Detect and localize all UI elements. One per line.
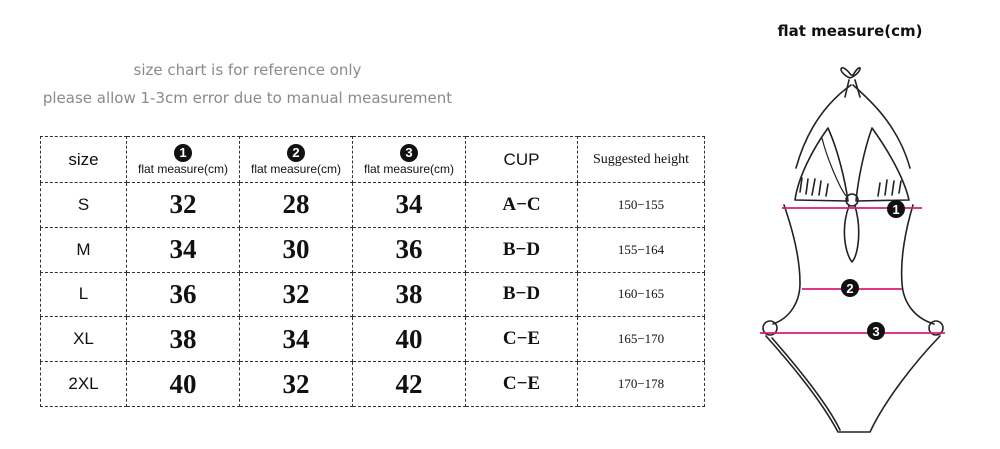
cell-height: 150−155 [578,183,705,228]
keyhole-drop [844,206,858,262]
cell-measure-2: 28 [240,183,353,228]
measure-3-label: flat measure(cm) [363,161,455,176]
body-right-side [902,205,934,324]
header-measure-2 [240,137,353,183]
header-measure-3 [353,137,466,183]
cell-size: 2XL [41,362,127,407]
cell-measure-2: 34 [240,317,353,362]
marker-2 [841,279,859,297]
cell-cup: A−C [466,183,578,228]
cell-measure-1: 32 [127,183,240,228]
bottom-panel [766,336,940,432]
cell-cup: B−D [466,227,578,272]
measure-2-label: flat measure(cm) [250,161,342,176]
cup-ruffles [800,178,901,196]
table-row [41,317,705,362]
cell-measure-3: 38 [353,272,466,317]
measure-1-badge: 1 [174,144,192,162]
table-row [41,183,705,228]
cell-measure-2: 32 [240,272,353,317]
cell-size: XL [41,317,127,362]
diagram-title: flat measure(cm) [777,22,923,40]
arrow-annotation [822,138,846,196]
marker-1 [887,200,905,218]
table-row [41,272,705,317]
table-header-row [41,137,705,183]
cell-measure-2: 30 [240,227,353,272]
cell-measure-3: 34 [353,183,466,228]
marker-2-text: 2 [846,281,854,296]
header-suggested-height: Suggested height [578,137,705,183]
cell-cup: C−E [466,362,578,407]
cell-height: 165−170 [578,317,705,362]
error-note: please allow 1-3cm error due to manual measurement [42,89,453,107]
reference-note: size chart is for reference only [133,61,362,79]
cell-size: M [41,227,127,272]
cell-measure-3: 40 [353,317,466,362]
size-chart-table [40,136,705,407]
cell-measure-3: 36 [353,227,466,272]
body-left-side [773,205,800,324]
cell-size: L [41,272,127,317]
cell-measure-1: 34 [127,227,240,272]
cell-height: 155−164 [578,227,705,272]
marker-3 [867,322,885,340]
cell-measure-2: 32 [240,362,353,407]
cell-cup: B−D [466,272,578,317]
header-cup: CUP [466,137,578,183]
measure-2-badge: 2 [287,144,305,162]
marker-3-text: 3 [872,324,880,339]
table-row [41,227,705,272]
cell-measure-3: 42 [353,362,466,407]
cell-cup: C−E [466,317,578,362]
cell-measure-1: 36 [127,272,240,317]
cell-size: S [41,183,127,228]
table-row [41,362,705,407]
neck-bow [841,68,860,97]
cell-height: 160−165 [578,272,705,317]
cell-height: 170−178 [578,362,705,407]
header-size: size [41,137,127,183]
header-measure-1 [127,137,240,183]
right-cup [856,128,909,201]
left-cup [795,128,848,201]
measure-3-badge: 3 [400,144,418,162]
halter-strap [796,85,910,168]
cell-measure-1: 38 [127,317,240,362]
measure-1-label: flat measure(cm) [137,161,229,176]
swimsuit-diagram [740,40,970,445]
cell-measure-1: 40 [127,362,240,407]
marker-1-text: 1 [892,202,900,217]
